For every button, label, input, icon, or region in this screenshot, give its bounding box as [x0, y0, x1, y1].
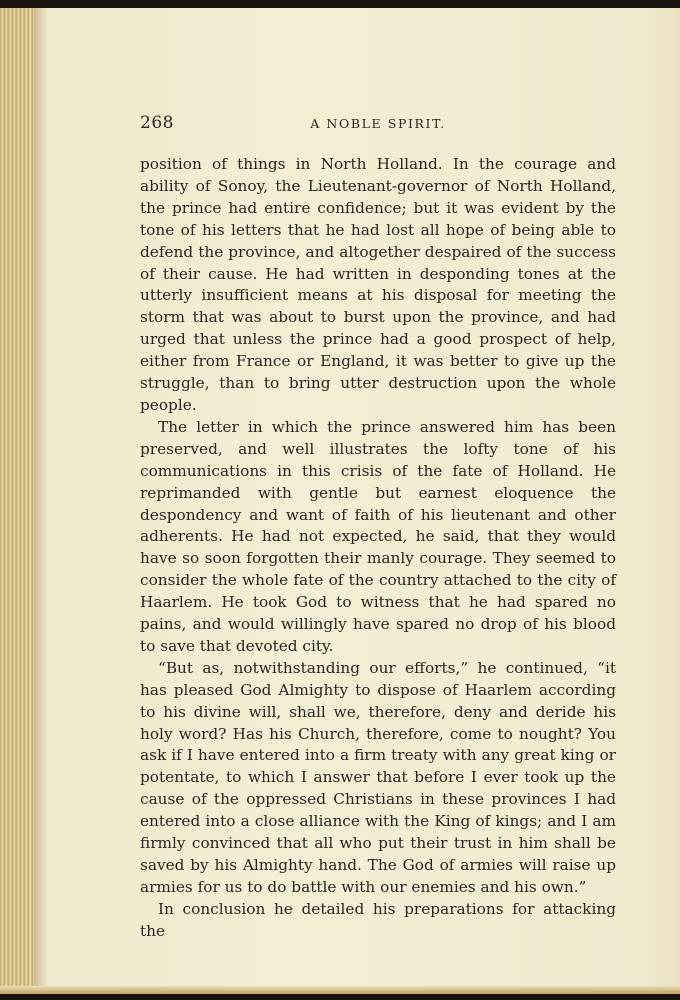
- running-title: A NOBLE SPIRIT.: [310, 116, 446, 131]
- paragraph-4: In conclusion he detailed his preparations for attacking the: [140, 899, 616, 940]
- paragraph-3: “But as, notwithstanding our efforts,” he continued, “it has pleased God Almighty to dispose of Haarlem according to his divine will, shall we, therefore, deny and deride his holy word? Has his Church, therefore, come to nought? You ask if I have entered into a firm treaty with any great king or potentate, to which I answer that before I ever took up the cause of the oppressed Christians in these provinces I had entered into a close alliance with the King of kings; and I am firmly convinced that all who put their trust in him shall be saved by his Almighty hand. The God of armies will raise up armies for us to do battle with our enemies and his own.”: [140, 658, 616, 896]
- bottom-page-edge: [0, 986, 680, 994]
- body-text: [140, 154, 616, 943]
- page-number: 268: [140, 113, 174, 133]
- paragraph-2: The letter in which the prince answered him has been preserved, and well illustrates the lofty tone of his communications in this crisis of the fate of Holland. He reprimanded with gentle but earnest eloquence the despondency and want of faith of his lieutenant and other adherents. He had not expected, he said, that they would have so soon forgotten their manly courage. They seemed to consider the whole fate of the country attached to the city of Haarlem. He took God to witness that he had spared no pains, and would willingly have spared no drop of his blood to save that devoted city.: [140, 417, 616, 655]
- book-page: [0, 8, 680, 994]
- gutter-shadow: [34, 8, 48, 994]
- page-edge-stack: [0, 8, 34, 994]
- running-head: [140, 113, 616, 143]
- paragraph-1: position of things in North Holland. In the courage and ability of Sonoy, the Lieutenant-governor of North Holland, the prince had entire confidence; but it was evident by the tone of his letters that he had lost all hope of being able to defend the province, and altogether despaired of the success of their cause. He had written in desponding tones at the utterly insufficient means at his disposal for meeting the storm that was about to burst upon the province, and had urged that unless the prince had a good prospect of help, either from France or England, it was better to give up the struggle, than to bring utter destruction upon the whole people.: [140, 155, 616, 414]
